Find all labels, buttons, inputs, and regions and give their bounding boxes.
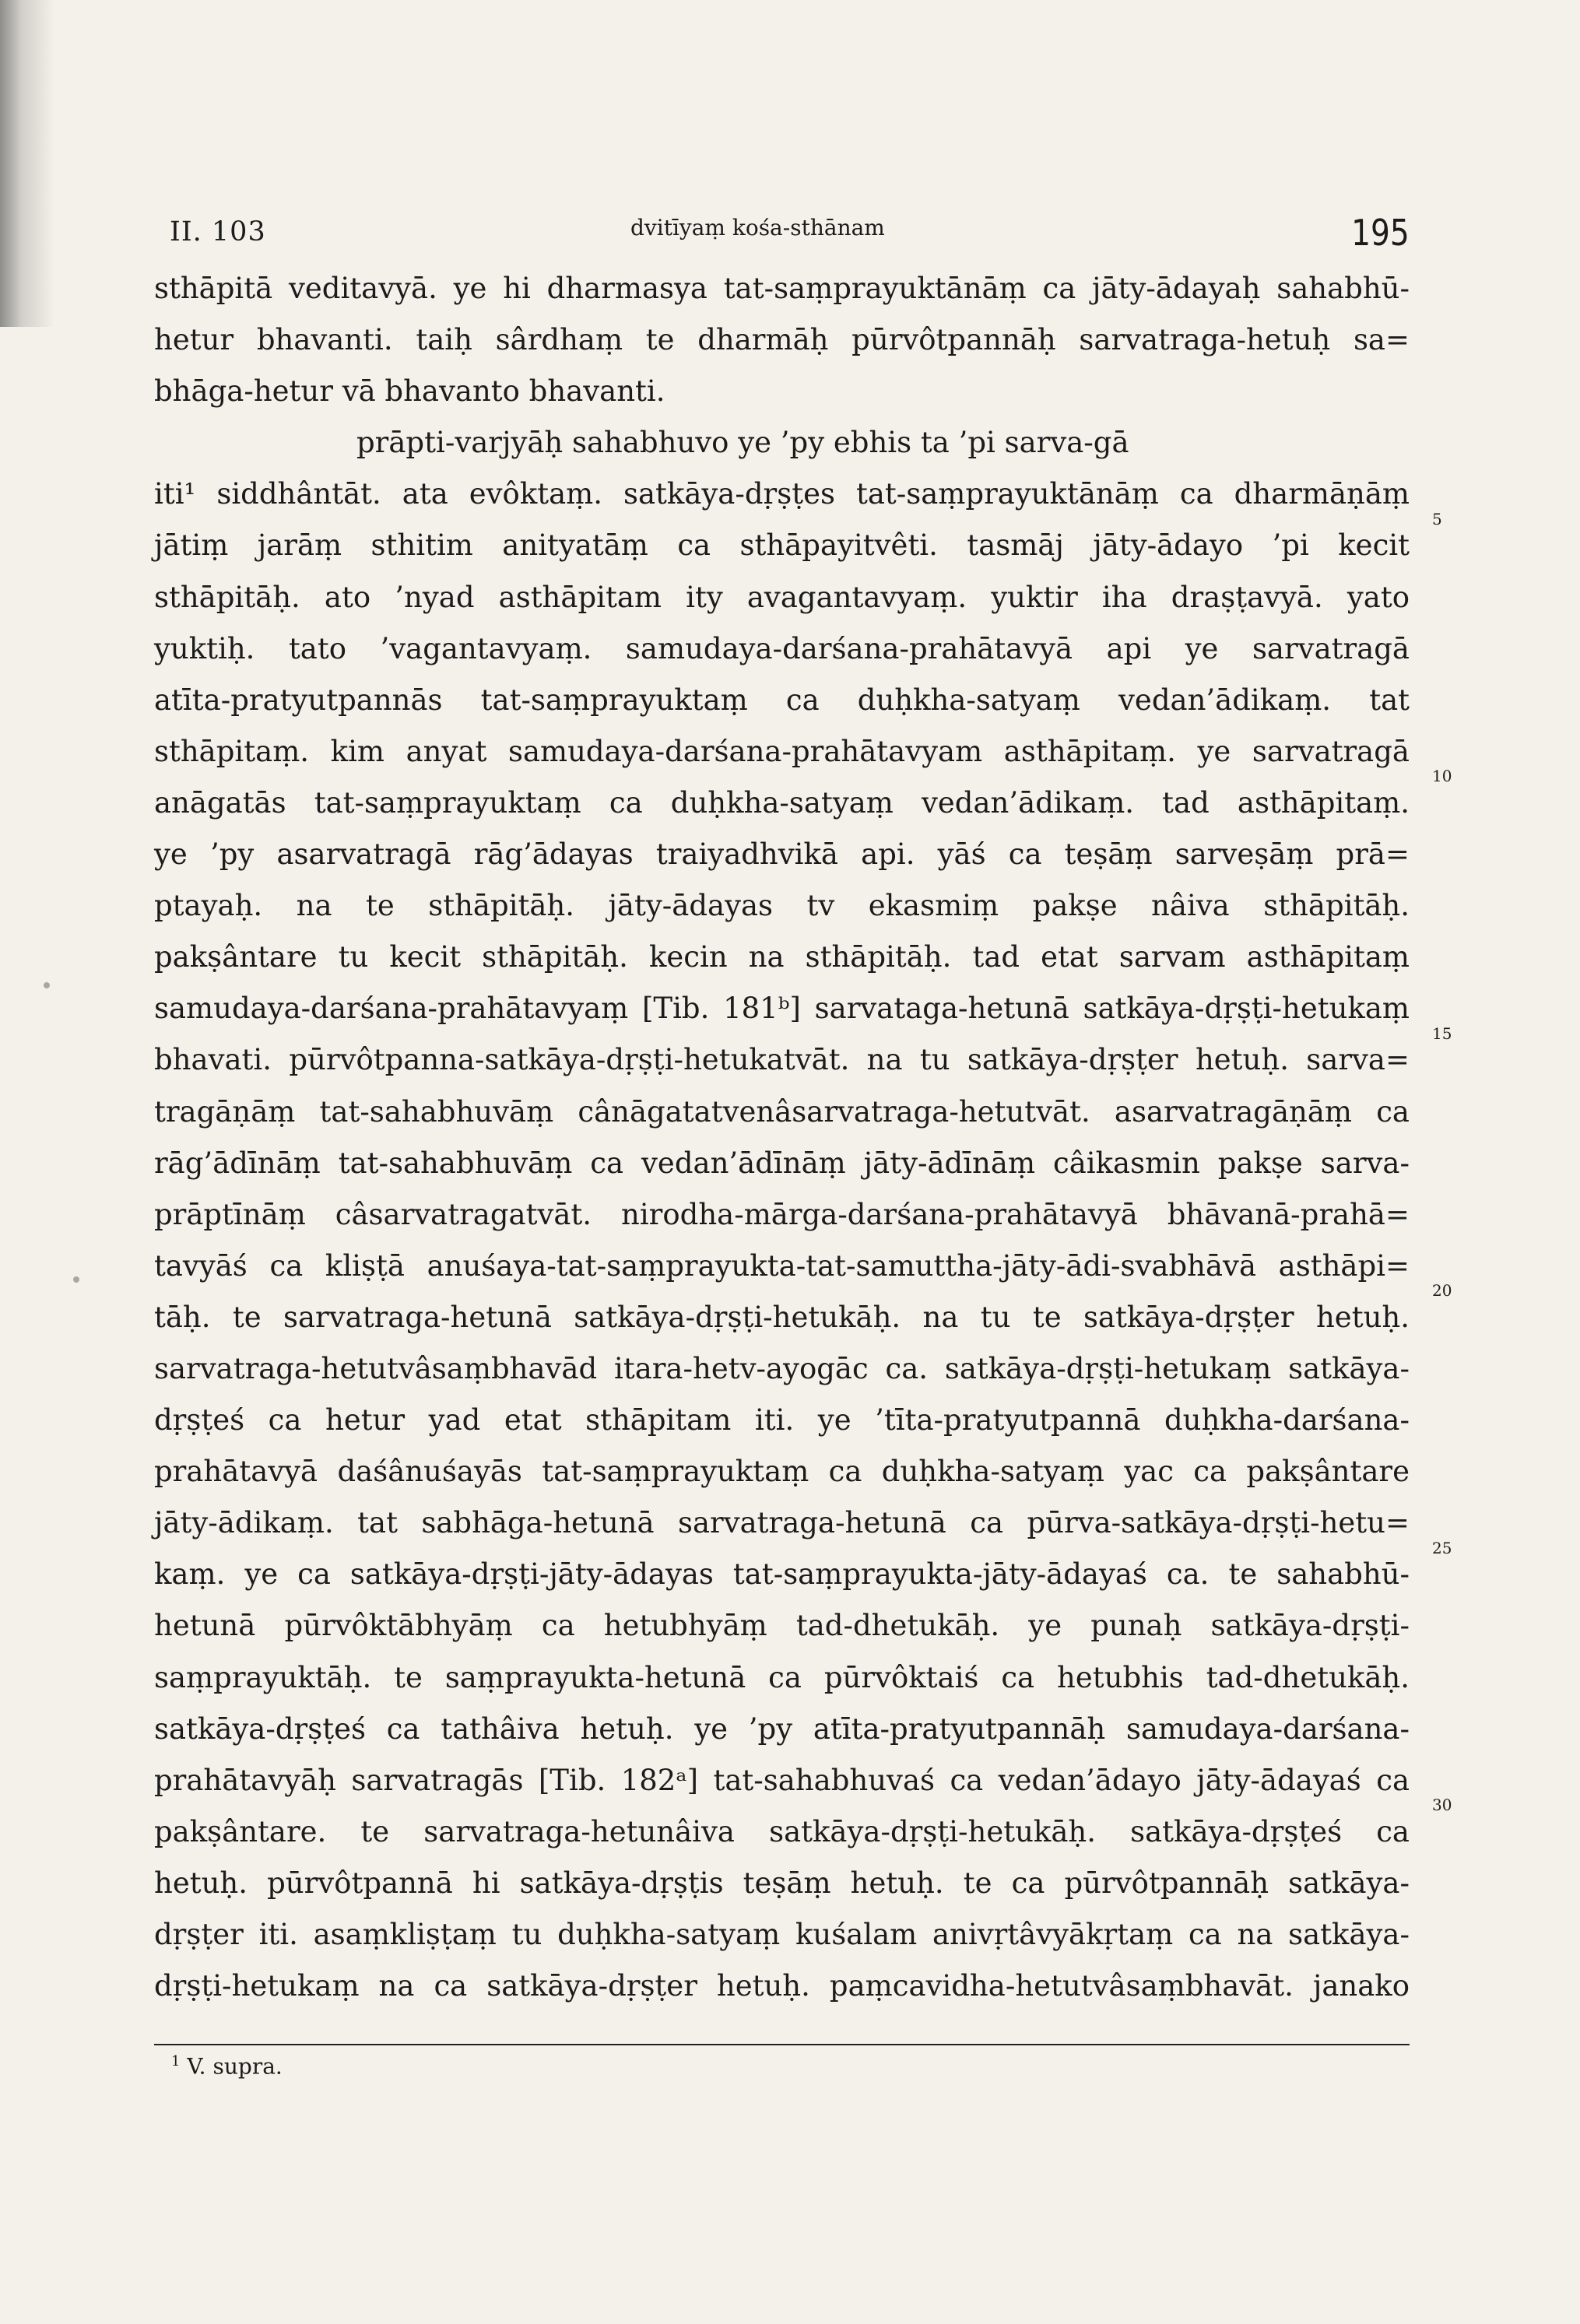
text-line: bhāga-hetur vā bhavanto bhavanti. <box>154 374 665 409</box>
text-line: samudaya-darśana-prahātavyaṃ [Tib. 181ᵇ] sarvataga-hetunā satkāya-dṛṣṭi-hetukaṃ <box>154 992 1410 1026</box>
text-line: bhavati. pūrvôtpanna-satkāya-dṛṣṭi-hetukatvāt. na tu satkāya-dṛṣṭer hetuḥ. sarva= <box>154 1043 1410 1077</box>
text-line: hetunā pūrvôktābhyāṃ ca hetubhyāṃ tad-dhetukāḥ. ye punaḥ satkāya-dṛṣṭi- <box>154 1609 1410 1643</box>
verse-line: prāpti-varjyāḥ sahabhuvo ye ’py ebhis ta ’pi sarva-gā <box>356 426 1129 460</box>
text-line: sthāpitā veditavyā. ye hi dharmasya tat-saṃprayuktānāṃ ca jāty-ādayaḥ sahabhū- <box>154 272 1410 305</box>
text-line: dṛṣṭer iti. asaṃkliṣṭaṃ tu duḥkha-satyaṃ kuśalam anivṛtâvyākṛtaṃ ca na satkāya- <box>154 1918 1410 1951</box>
text-line: tragāṇāṃ tat-sahabhuvāṃ cânāgatatvenâsarvatraga-hetutvāt. asarvatragāṇāṃ ca <box>154 1094 1410 1129</box>
running-title: dvitīyaṃ kośa-sthānam <box>630 215 885 240</box>
line-number-15: 15 <box>1432 1024 1452 1043</box>
text-line: hetuḥ. pūrvôtpannā hi satkāya-dṛṣṭis teṣāṃ hetuḥ. te ca pūrvôtpannāḥ satkāya- <box>154 1866 1410 1900</box>
line-number-25: 25 <box>1432 1539 1452 1557</box>
text-line: kaṃ. ye ca satkāya-dṛṣṭi-jāty-ādayas tat-saṃprayukta-jāty-ādayaś ca. te sahabhū- <box>154 1557 1410 1592</box>
scan-speck <box>44 982 50 988</box>
text-line: anāgatās tat-saṃprayuktaṃ ca duḥkha-satyaṃ vedan’ādikaṃ. tad asthāpitaṃ. <box>154 785 1410 820</box>
text-line: jāty-ādikaṃ. tat sabhāga-hetunā sarvatraga-hetunā ca pūrva-satkāya-dṛṣṭi-hetu= <box>154 1506 1410 1540</box>
main-text <box>154 263 1410 2012</box>
footnote-text: V. supra. <box>187 2053 283 2080</box>
footnote-rule <box>154 2044 1410 2045</box>
scan-edge-shadow <box>0 0 54 327</box>
text-line: tavyāś ca kliṣṭā anuśaya-tat-saṃprayukta-tat-samuttha-jāty-ādi-svabhāvā asthāpi= <box>154 1248 1410 1283</box>
text-line: sthāpitāḥ. ato ’nyad asthāpitam ity avagantavyaṃ. yuktir iha draṣṭavyā. yato <box>154 580 1410 614</box>
section-reference: II. 103 <box>170 216 266 247</box>
text-line: jātiṃ jarāṃ sthitim anityatāṃ ca sthāpayitvêti. tasmāj jāty-ādayo ’pi kecit <box>154 528 1410 563</box>
text-line: sarvatraga-hetutvâsaṃbhavād itara-hetv-ayogāc ca. satkāya-dṛṣṭi-hetukaṃ satkāya- <box>154 1351 1410 1385</box>
text-line: pakṣântare. te sarvatraga-hetunâiva satkāya-dṛṣṭi-hetukāḥ. satkāya-dṛṣṭeś ca <box>154 1814 1410 1848</box>
text-line: dṛṣṭeś ca hetur yad etat sthāpitam iti. ye ’tīta-pratyutpannā duḥkha-darśana- <box>154 1403 1410 1438</box>
text-line: atīta-pratyutpannās tat-saṃprayuktaṃ ca duḥkha-satyaṃ vedan’ādikaṃ. tat <box>154 683 1410 717</box>
page-header <box>170 212 1410 258</box>
text-line: tāḥ. te sarvatraga-hetunā satkāya-dṛṣṭi-hetukāḥ. na tu te satkāya-dṛṣṭer hetuḥ. <box>154 1300 1410 1334</box>
text-line: prahātavyāḥ sarvatragās [Tib. 182ᵃ] tat-sahabhuvaś ca vedan’ādayo jāty-ādayaś ca <box>154 1763 1410 1797</box>
page-number: 195 <box>1351 212 1410 254</box>
line-number-10: 10 <box>1432 767 1452 785</box>
text-line: saṃprayuktāḥ. te saṃprayukta-hetunā ca pūrvôktaiś ca hetubhis tad-dhetukāḥ. <box>154 1660 1410 1694</box>
text-line: ptayaḥ. na te sthāpitāḥ. jāty-ādayas tv ekasmiṃ pakṣe nâiva sthāpitāḥ. <box>154 889 1410 923</box>
text-line-content: iti¹ siddhântāt. ata evôktaṃ. satkāya-dṛṣṭes tat-saṃprayuktānāṃ ca dharmāṇāṃ <box>154 477 1410 511</box>
text-line: dṛṣṭi-hetukaṃ na ca satkāya-dṛṣṭer hetuḥ. paṃcavidha-hetutvâsaṃbhavāt. janako <box>154 1969 1410 2003</box>
text-line: prāptīnāṃ câsarvatragatvāt. nirodha-mārga-darśana-prahātavyā bhāvanā-prahā= <box>154 1197 1410 1231</box>
line-number-20: 20 <box>1432 1281 1452 1300</box>
text-line: yuktiḥ. tato ’vagantavyaṃ. samudaya-darśana-prahātavyā api ye sarvatragā <box>154 631 1410 665</box>
text-line: sthāpitaṃ. kim anyat samudaya-darśana-prahātavyam asthāpitaṃ. ye sarvatragā <box>154 734 1410 768</box>
text-line <box>154 469 1410 520</box>
scan-speck <box>73 1276 79 1283</box>
line-number-5: 5 <box>1432 510 1442 528</box>
text-line: ye ’py asarvatragā rāg’ādayas traiyadhvikā api. yāś ca teṣāṃ sarveṣāṃ prā= <box>154 837 1410 872</box>
line-number-30: 30 <box>1432 1796 1452 1814</box>
text-line: satkāya-dṛṣṭeś ca tathâiva hetuḥ. ye ’py atīta-pratyutpannāḥ samudaya-darśana- <box>154 1711 1410 1746</box>
text-line: rāg’ādīnāṃ tat-sahabhuvāṃ ca vedan’ādīnāṃ jāty-ādīnāṃ câikasmin pakṣe sarva- <box>154 1146 1410 1180</box>
text-line: pakṣântare tu kecit sthāpitāḥ. kecin na sthāpitāḥ. tad etat sarvam asthāpitaṃ <box>154 940 1410 974</box>
footnote-marker: 1 <box>171 2053 181 2069</box>
footnote <box>171 2053 283 2079</box>
text-line: hetur bhavanti. taiḥ sârdhaṃ te dharmāḥ pūrvôtpannāḥ sarvatraga-hetuḥ sa= <box>154 323 1410 357</box>
text-line: prahātavyā daśânuśayās tat-saṃprayuktaṃ ca duḥkha-satyaṃ yac ca pakṣântare <box>154 1455 1410 1489</box>
